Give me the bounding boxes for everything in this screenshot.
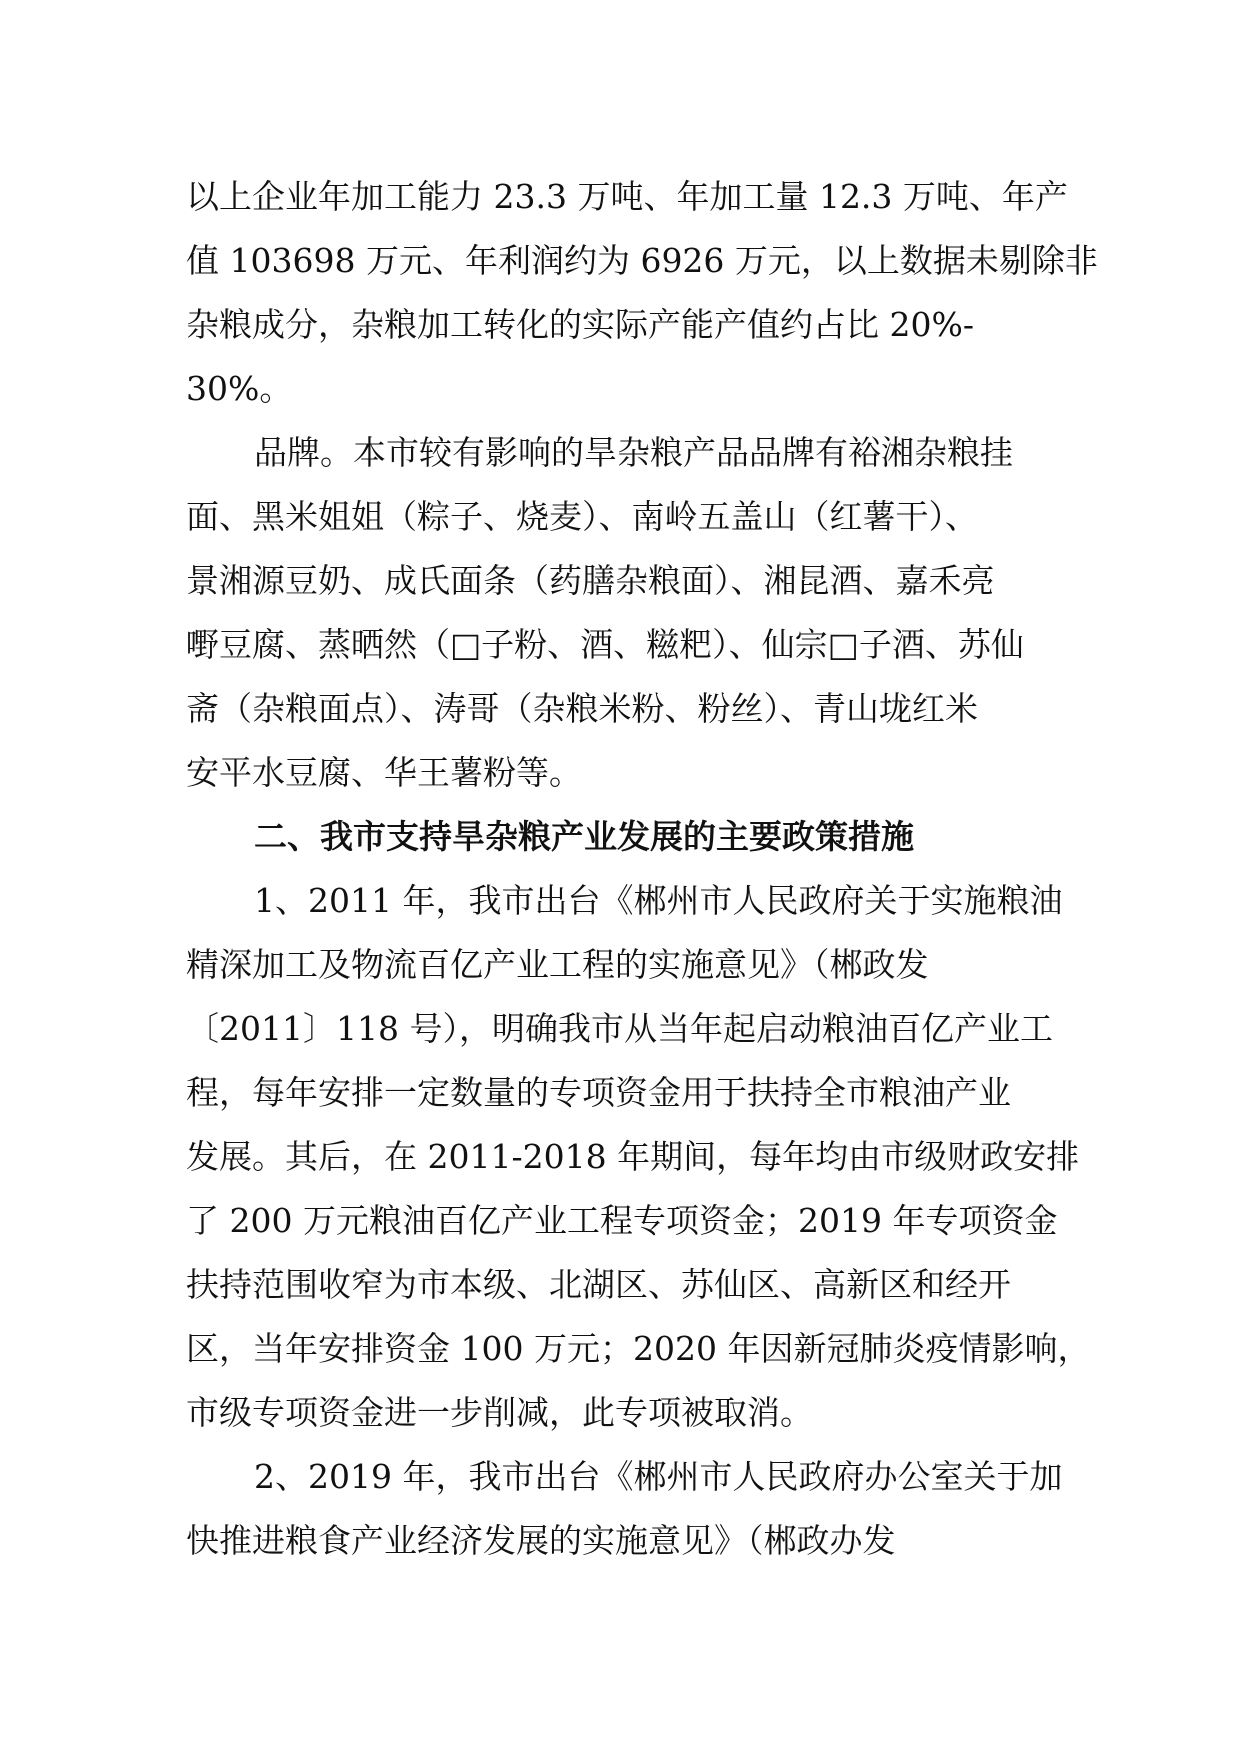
text-line: 杂粮成分，杂粮加工转化的实际产能产值约占比 20%- (186, 305, 974, 344)
text-line: 面、黑米姐姐（粽子、烧麦）、南岭五盖山（红薯干）、 (186, 497, 978, 536)
text-line: 景湘源豆奶、成氏面条（药膳杂粮面）、湘昆酒、嘉禾亮 (186, 561, 995, 600)
text-line: 扶持范围收窄为市本级、北湖区、苏仙区、高新区和经开 (186, 1265, 1011, 1304)
text-line: 了 200 万元粮油百亿产业工程专项资金；2019 年专项资金 (186, 1201, 1058, 1240)
paragraph-start-line: 1、2011 年，我市出台《郴州市人民政府关于实施粮油 (254, 881, 1063, 920)
paragraph-start-line: 品牌。本市较有影响的旱杂粮产品品牌有裕湘杂粮挂 (254, 433, 1013, 472)
text-line: 市级专项资金进一步削减，此专项被取消。 (186, 1393, 813, 1432)
text-line: 嘢豆腐、蒸晒然（□子粉、酒、糍粑）、仙宗□子酒、苏仙 (186, 625, 1024, 664)
text-line: 斋（杂粮面点）、涛哥（杂粮米粉、粉丝）、青山垅红米 (186, 689, 978, 728)
text-line: 快推进粮食产业经济发展的实施意见》（郴政办发 (186, 1521, 896, 1560)
text-line: 安平水豆腐、华王薯粉等。 (186, 753, 582, 792)
text-line: 值 103698 万元、年利润约为 6926 万元，以上数据未剔除非 (186, 241, 1098, 280)
text-line: 区，当年安排资金 100 万元；2020 年因新冠肺炎疫情影响， (186, 1329, 1091, 1368)
text-line: 30%。 (186, 369, 293, 408)
text-line: 〔2011〕118 号），明确我市从当年起启动粮油百亿产业工 (186, 1009, 1053, 1048)
section-heading: 二、我市支持旱杂粮产业发展的主要政策措施 (254, 817, 914, 856)
text-line: 精深加工及物流百亿产业工程的实施意见》（郴政发 (186, 945, 929, 984)
paragraph-start-line: 2、2019 年，我市出台《郴州市人民政府办公室关于加 (254, 1457, 1063, 1496)
text-line: 以上企业年加工能力 23.3 万吨、年加工量 12.3 万吨、年产 (186, 177, 1068, 216)
document-body (186, 165, 1098, 1573)
text-line: 程，每年安排一定数量的专项资金用于扶持全市粮油产业 (186, 1073, 1011, 1112)
text-line: 发展。其后，在 2011-2018 年期间，每年均由市级财政安排 (186, 1137, 1080, 1176)
